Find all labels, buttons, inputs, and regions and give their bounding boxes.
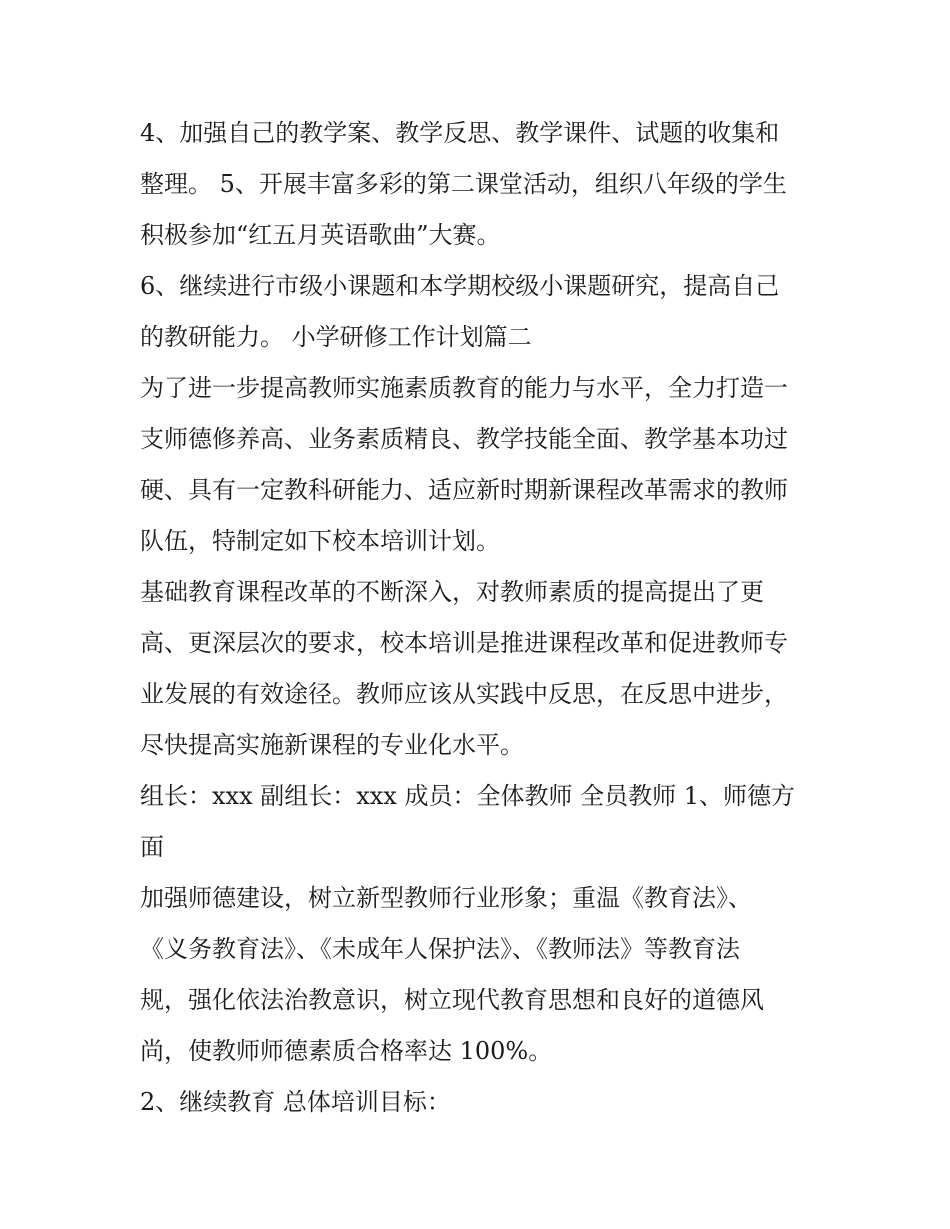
text-line: 高、更深层次的要求，校本培训是推进课程改革和促进教师专 bbox=[140, 629, 788, 657]
text-line: 2、继续教育 总体培训目标： bbox=[140, 1088, 451, 1116]
text-line: 业发展的有效途径。教师应该从实践中反思，在反思中进步， bbox=[140, 680, 788, 708]
text-line: 硬、具有一定教科研能力、适应新时期新课程改革需求的教师 bbox=[140, 476, 788, 504]
text-line: 队伍，特制定如下校本培训计划。 bbox=[140, 527, 500, 555]
text-line: 面 bbox=[140, 833, 164, 861]
text-line: 《义务教育法》、《未成年人保护法》、《教师法》等教育法 bbox=[140, 935, 740, 963]
text-line: 尚，使教师师德素质合格率达 100%。 bbox=[140, 1037, 553, 1065]
text-line: 为了进一步提高教师实施素质教育的能力与水平，全力打造一 bbox=[140, 374, 788, 402]
text-line: 基础教育课程改革的不断深入，对教师素质的提高提出了更 bbox=[140, 578, 764, 606]
text-line: 规，强化依法治教意识，树立现代教育思想和良好的道德风 bbox=[140, 986, 764, 1014]
text-line: 加强师德建设，树立新型教师行业形象；重温《教育法》、 bbox=[140, 884, 752, 912]
text-line: 尽快提高实施新课程的专业化水平。 bbox=[140, 731, 524, 759]
text-line: 6、继续进行市级小课题和本学期校级小课题研究，提高自己 bbox=[140, 272, 780, 300]
text-line: 整理。 5、开展丰富多彩的第二课堂活动，组织八年级的学生 bbox=[140, 170, 787, 198]
text-line: 积极参加“红五月英语歌曲”大赛。 bbox=[140, 221, 501, 249]
text-line: 4、加强自己的教学案、教学反思、教学课件、试题的收集和 bbox=[140, 119, 780, 147]
text-line: 的教研能力。 小学研修工作计划篇二 bbox=[140, 323, 532, 351]
document-body bbox=[140, 108, 820, 1128]
text-line: 支师德修养高、业务素质精良、教学技能全面、教学基本功过 bbox=[140, 425, 788, 453]
text-line: 组长：xxx 副组长：xxx 成员：全体教师 全员教师 1、师德方 bbox=[140, 782, 795, 810]
